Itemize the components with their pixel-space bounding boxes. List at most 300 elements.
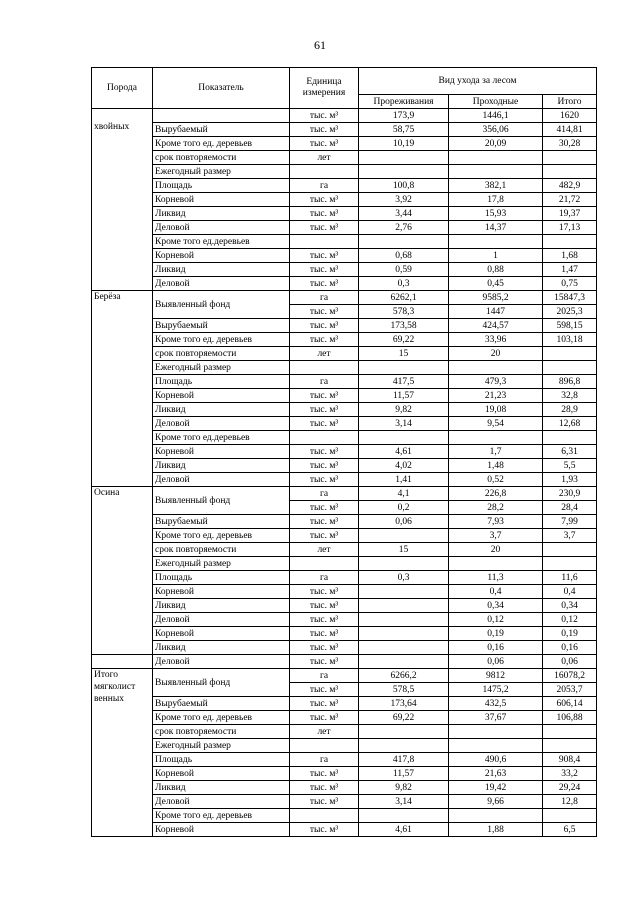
thinning-cell: 3,14 [359, 417, 449, 431]
indicator-cell: Вырубаемый [153, 697, 290, 711]
indicator-cell: Площадь [153, 571, 290, 585]
indicator-cell: Корневой [153, 627, 290, 641]
passing-cell [449, 235, 543, 249]
passing-cell: 37,67 [449, 711, 543, 725]
unit-cell: тыс. м³ [290, 823, 359, 837]
table-row [92, 347, 597, 361]
thinning-cell [359, 431, 449, 445]
passing-cell: 1 [449, 249, 543, 263]
total-cell [543, 235, 597, 249]
total-cell: 0,06 [543, 655, 597, 669]
unit-cell: лет [290, 347, 359, 361]
total-cell: 32,8 [543, 389, 597, 403]
indicator-cell: Кроме того ед. деревьев [153, 137, 290, 151]
indicator-cell: Деловой [153, 613, 290, 627]
unit-cell: тыс. м³ [290, 193, 359, 207]
passing-cell [449, 361, 543, 375]
total-cell [543, 557, 597, 571]
indicator-cell: срок повторяемости [153, 347, 290, 361]
passing-cell: 0,19 [449, 627, 543, 641]
table-row [92, 515, 597, 529]
unit-cell [290, 557, 359, 571]
indicator-cell: Выявленный фонд [153, 291, 290, 319]
thinning-cell [359, 585, 449, 599]
indicator-cell: Ликвид [153, 641, 290, 655]
thinning-header: Прореживания [359, 95, 449, 109]
thinning-cell: 4,1 [359, 487, 449, 501]
table-row [92, 697, 597, 711]
passing-cell: 1447 [449, 305, 543, 319]
table-row [92, 767, 597, 781]
total-cell: 12,68 [543, 417, 597, 431]
table-row [92, 557, 597, 571]
total-cell: 598,15 [543, 319, 597, 333]
table-row [92, 165, 597, 179]
table-row [92, 109, 597, 123]
thinning-cell: 69,22 [359, 711, 449, 725]
passing-cell: 226,8 [449, 487, 543, 501]
total-cell: 19,37 [543, 207, 597, 221]
species-label [94, 109, 150, 121]
indicator-cell: Вырубаемый [153, 123, 290, 137]
thinning-cell [359, 809, 449, 823]
thinning-cell: 10,19 [359, 137, 449, 151]
table-row [92, 193, 597, 207]
indicator-cell: Ликвид [153, 207, 290, 221]
total-cell: 0,4 [543, 585, 597, 599]
indicator-cell: срок повторяемости [153, 725, 290, 739]
thinning-cell: 4,61 [359, 445, 449, 459]
passing-cell: 9585,2 [449, 291, 543, 305]
total-cell: 15847,3 [543, 291, 597, 305]
total-cell [543, 725, 597, 739]
table-row [92, 487, 597, 501]
total-cell: 3,7 [543, 529, 597, 543]
indicator-cell: Деловой [153, 655, 290, 669]
thinning-cell [359, 641, 449, 655]
indicator-cell: Корневой [153, 445, 290, 459]
species-label: мягколист [94, 682, 136, 692]
unit-cell [290, 739, 359, 753]
species-label: Осина [94, 488, 120, 498]
unit-cell: тыс. м³ [290, 123, 359, 137]
unit-cell: тыс. м³ [290, 697, 359, 711]
unit-cell: тыс. м³ [290, 389, 359, 403]
table-row [92, 151, 597, 165]
thinning-cell: 6262,1 [359, 291, 449, 305]
indicator-cell: Кроме того ед.деревьев [153, 235, 290, 249]
thinning-cell: 3,44 [359, 207, 449, 221]
thinning-cell [359, 613, 449, 627]
unit-cell: тыс. м³ [290, 459, 359, 473]
table-row [92, 235, 597, 249]
passing-cell: 17,8 [449, 193, 543, 207]
indicator-cell: Деловой [153, 221, 290, 235]
thinning-cell [359, 151, 449, 165]
total-cell [543, 809, 597, 823]
indicator-cell: Вырубаемый [153, 319, 290, 333]
thinning-cell [359, 529, 449, 543]
unit-cell: тыс. м³ [290, 445, 359, 459]
thinning-cell [359, 725, 449, 739]
unit-cell: га [290, 179, 359, 193]
total-cell: 0,12 [543, 613, 597, 627]
table-row [92, 137, 597, 151]
forest-care-table [91, 67, 597, 837]
total-cell: 33,2 [543, 767, 597, 781]
total-cell: 21,72 [543, 193, 597, 207]
total-cell: 1,47 [543, 263, 597, 277]
thinning-cell [359, 739, 449, 753]
total-cell: 1620 [543, 109, 597, 123]
species-cell [92, 669, 153, 837]
indicator-cell: Корневой [153, 389, 290, 403]
total-cell [543, 739, 597, 753]
passing-cell: 479,3 [449, 375, 543, 389]
total-cell: 28,4 [543, 501, 597, 515]
table-row [92, 179, 597, 193]
thinning-cell [359, 361, 449, 375]
indicator-cell: Ликвид [153, 781, 290, 795]
table-row [92, 473, 597, 487]
indicator-cell: Корневой [153, 823, 290, 837]
table-row [92, 291, 597, 305]
unit-cell [290, 165, 359, 179]
total-cell [543, 543, 597, 557]
unit-cell: тыс. м³ [290, 417, 359, 431]
thinning-cell: 9,82 [359, 403, 449, 417]
passing-cell: 9,66 [449, 795, 543, 809]
thinning-cell: 58,75 [359, 123, 449, 137]
unit-cell: лет [290, 151, 359, 165]
unit-header: Единица измерения [290, 68, 359, 109]
indicator-cell: Ежегодный размер [153, 739, 290, 753]
thinning-cell: 3,14 [359, 795, 449, 809]
table-row [92, 571, 597, 585]
indicator-cell: Деловой [153, 795, 290, 809]
indicator-cell: Выявленный фонд [153, 669, 290, 697]
passing-cell: 0,88 [449, 263, 543, 277]
indicator-cell: Ликвид [153, 403, 290, 417]
total-cell: 2025,3 [543, 305, 597, 319]
unit-cell: тыс. м³ [290, 613, 359, 627]
indicator-cell: Кроме того ед. деревьев [153, 529, 290, 543]
indicator-cell: Корневой [153, 249, 290, 263]
passing-cell [449, 739, 543, 753]
indicator-cell: Корневой [153, 767, 290, 781]
indicator-cell: Корневой [153, 585, 290, 599]
total-cell: 230,9 [543, 487, 597, 501]
thinning-cell: 4,02 [359, 459, 449, 473]
table-row [92, 529, 597, 543]
passing-cell: 0,45 [449, 277, 543, 291]
passing-cell: 7,93 [449, 515, 543, 529]
table-row [92, 809, 597, 823]
indicator-cell: Ликвид [153, 459, 290, 473]
table-row [92, 823, 597, 837]
unit-cell: тыс. м³ [290, 711, 359, 725]
total-cell [543, 431, 597, 445]
thinning-cell: 11,57 [359, 389, 449, 403]
unit-cell: га [290, 753, 359, 767]
passing-cell: 20 [449, 543, 543, 557]
total-cell: 6,31 [543, 445, 597, 459]
passing-cell: 20 [449, 347, 543, 361]
table-row [92, 207, 597, 221]
passing-cell: 21,23 [449, 389, 543, 403]
passing-cell: 382,1 [449, 179, 543, 193]
passing-cell [449, 557, 543, 571]
unit-cell: тыс. м³ [290, 207, 359, 221]
unit-cell: тыс. м³ [290, 585, 359, 599]
table-row [92, 795, 597, 809]
thinning-cell: 69,22 [359, 333, 449, 347]
passing-cell: 21,63 [449, 767, 543, 781]
thinning-cell [359, 599, 449, 613]
indicator-cell: Ежегодный размер [153, 557, 290, 571]
total-cell: 896,8 [543, 375, 597, 389]
passing-cell: 11,3 [449, 571, 543, 585]
indicator-header: Показатель [153, 68, 290, 109]
unit-cell: тыс. м³ [290, 501, 359, 515]
unit-cell: га [290, 375, 359, 389]
table-row [92, 739, 597, 753]
total-cell: 106,88 [543, 711, 597, 725]
thinning-cell: 0,3 [359, 571, 449, 585]
unit-cell [290, 235, 359, 249]
thinning-cell: 173,64 [359, 697, 449, 711]
total-header: Итого [543, 95, 597, 109]
thinning-cell: 15 [359, 347, 449, 361]
species-label: Итого [94, 670, 119, 680]
indicator-cell: Вырубаемый [153, 515, 290, 529]
passing-cell: 1446,1 [449, 109, 543, 123]
passing-cell [449, 165, 543, 179]
thinning-cell: 100,8 [359, 179, 449, 193]
thinning-cell: 0,2 [359, 501, 449, 515]
table-row [92, 627, 597, 641]
unit-cell: га [290, 487, 359, 501]
unit-cell: лет [290, 543, 359, 557]
total-cell: 0,19 [543, 627, 597, 641]
passing-cell [449, 431, 543, 445]
total-cell: 29,24 [543, 781, 597, 795]
total-cell: 17,13 [543, 221, 597, 235]
species-label: венных [94, 694, 124, 704]
unit-cell: тыс. м³ [290, 263, 359, 277]
total-cell: 2053,7 [543, 683, 597, 697]
passing-cell: 1475,2 [449, 683, 543, 697]
table-row [92, 431, 597, 445]
table-row [92, 375, 597, 389]
indicator-cell: Кроме того ед. деревьев [153, 809, 290, 823]
passing-header: Проходные [449, 95, 543, 109]
passing-cell: 28,2 [449, 501, 543, 515]
species-cell [92, 291, 153, 487]
unit-cell: тыс. м³ [290, 767, 359, 781]
thinning-cell: 173,58 [359, 319, 449, 333]
total-cell [543, 347, 597, 361]
total-cell: 0,75 [543, 277, 597, 291]
table-row [92, 389, 597, 403]
species-cell [92, 655, 153, 669]
passing-cell: 0,34 [449, 599, 543, 613]
indicator-cell: Выявленный фонд [153, 487, 290, 515]
unit-cell: тыс. м³ [290, 333, 359, 347]
thinning-cell [359, 655, 449, 669]
species-label: Берёза [94, 292, 121, 302]
passing-cell: 9812 [449, 669, 543, 683]
total-cell: 12,8 [543, 795, 597, 809]
thinning-cell: 11,57 [359, 767, 449, 781]
table-body [92, 109, 597, 837]
indicator-cell: Площадь [153, 179, 290, 193]
total-cell: 414,81 [543, 123, 597, 137]
indicator-cell: Деловой [153, 473, 290, 487]
passing-cell: 0,52 [449, 473, 543, 487]
total-cell: 103,18 [543, 333, 597, 347]
unit-cell: га [290, 291, 359, 305]
indicator-cell: Кроме того ед. деревьев [153, 333, 290, 347]
unit-cell [290, 361, 359, 375]
indicator-cell: Деловой [153, 277, 290, 291]
thinning-cell: 4,61 [359, 823, 449, 837]
thinning-cell: 3,92 [359, 193, 449, 207]
header-row-1 [92, 68, 597, 95]
table-row [92, 123, 597, 137]
unit-cell: тыс. м³ [290, 795, 359, 809]
table-row [92, 585, 597, 599]
thinning-cell: 6266,2 [359, 669, 449, 683]
passing-cell: 432,5 [449, 697, 543, 711]
unit-cell: тыс. м³ [290, 305, 359, 319]
total-cell: 30,28 [543, 137, 597, 151]
species-cell [92, 109, 153, 291]
thinning-cell: 9,82 [359, 781, 449, 795]
table-row [92, 249, 597, 263]
thinning-cell: 0,68 [359, 249, 449, 263]
passing-cell [449, 809, 543, 823]
passing-cell [449, 151, 543, 165]
indicator-cell: Ежегодный размер [153, 361, 290, 375]
unit-cell: тыс. м³ [290, 641, 359, 655]
thinning-cell: 578,3 [359, 305, 449, 319]
passing-cell: 0,12 [449, 613, 543, 627]
table-row [92, 781, 597, 795]
unit-cell [290, 431, 359, 445]
care-type-header: Вид ухода за лесом [359, 68, 597, 95]
unit-cell: тыс. м³ [290, 403, 359, 417]
total-cell [543, 165, 597, 179]
thinning-cell: 0,3 [359, 277, 449, 291]
passing-cell: 20,09 [449, 137, 543, 151]
total-cell: 6,5 [543, 823, 597, 837]
passing-cell: 1,88 [449, 823, 543, 837]
table-row [92, 753, 597, 767]
indicator-cell: Ежегодный размер [153, 165, 290, 179]
unit-cell: тыс. м³ [290, 683, 359, 697]
total-cell: 0,16 [543, 641, 597, 655]
indicator-cell [153, 109, 290, 123]
unit-cell: га [290, 669, 359, 683]
thinning-cell [359, 235, 449, 249]
passing-cell: 424,57 [449, 319, 543, 333]
species-label [94, 655, 150, 667]
passing-cell: 33,96 [449, 333, 543, 347]
table-row [92, 319, 597, 333]
thinning-cell [359, 627, 449, 641]
thinning-cell: 417,5 [359, 375, 449, 389]
total-cell: 11,6 [543, 571, 597, 585]
passing-cell: 9,54 [449, 417, 543, 431]
total-cell: 5,5 [543, 459, 597, 473]
table-row [92, 655, 597, 669]
unit-cell: тыс. м³ [290, 109, 359, 123]
passing-cell: 0,06 [449, 655, 543, 669]
indicator-cell: Корневой [153, 193, 290, 207]
indicator-cell: Площадь [153, 375, 290, 389]
unit-cell: тыс. м³ [290, 515, 359, 529]
table-row [92, 725, 597, 739]
passing-cell: 1,7 [449, 445, 543, 459]
total-cell: 7,99 [543, 515, 597, 529]
unit-cell: тыс. м³ [290, 781, 359, 795]
unit-cell: тыс. м³ [290, 249, 359, 263]
thinning-cell: 15 [359, 543, 449, 557]
total-cell: 16078,2 [543, 669, 597, 683]
page-number: 61 [314, 38, 326, 52]
table-row [92, 641, 597, 655]
table-row [92, 221, 597, 235]
table-row [92, 333, 597, 347]
unit-cell: тыс. м³ [290, 473, 359, 487]
unit-cell: тыс. м³ [290, 655, 359, 669]
indicator-cell: Ликвид [153, 263, 290, 277]
indicator-cell: срок повторяемости [153, 543, 290, 557]
passing-cell: 14,37 [449, 221, 543, 235]
passing-cell: 0,16 [449, 641, 543, 655]
total-cell: 482,9 [543, 179, 597, 193]
passing-cell: 19,08 [449, 403, 543, 417]
table-row [92, 403, 597, 417]
passing-cell: 0,4 [449, 585, 543, 599]
indicator-cell: срок повторяемости [153, 151, 290, 165]
total-cell: 28,9 [543, 403, 597, 417]
total-cell: 1,68 [543, 249, 597, 263]
indicator-cell: Кроме того ед. деревьев [153, 711, 290, 725]
thinning-cell: 417,8 [359, 753, 449, 767]
thinning-cell: 2,76 [359, 221, 449, 235]
unit-cell: тыс. м³ [290, 627, 359, 641]
table-row [92, 599, 597, 613]
passing-cell: 19,42 [449, 781, 543, 795]
thinning-cell: 1,41 [359, 473, 449, 487]
total-cell [543, 361, 597, 375]
unit-cell: тыс. м³ [290, 319, 359, 333]
total-cell: 1,93 [543, 473, 597, 487]
table-row [92, 669, 597, 683]
passing-cell: 356,06 [449, 123, 543, 137]
table-row [92, 277, 597, 291]
species-label: хвойных [94, 122, 130, 132]
total-cell: 908,4 [543, 753, 597, 767]
table-row [92, 543, 597, 557]
indicator-cell: Деловой [153, 417, 290, 431]
unit-cell: тыс. м³ [290, 221, 359, 235]
indicator-cell: Кроме того ед.деревьев [153, 431, 290, 445]
unit-cell: тыс. м³ [290, 529, 359, 543]
indicator-cell: Площадь [153, 753, 290, 767]
